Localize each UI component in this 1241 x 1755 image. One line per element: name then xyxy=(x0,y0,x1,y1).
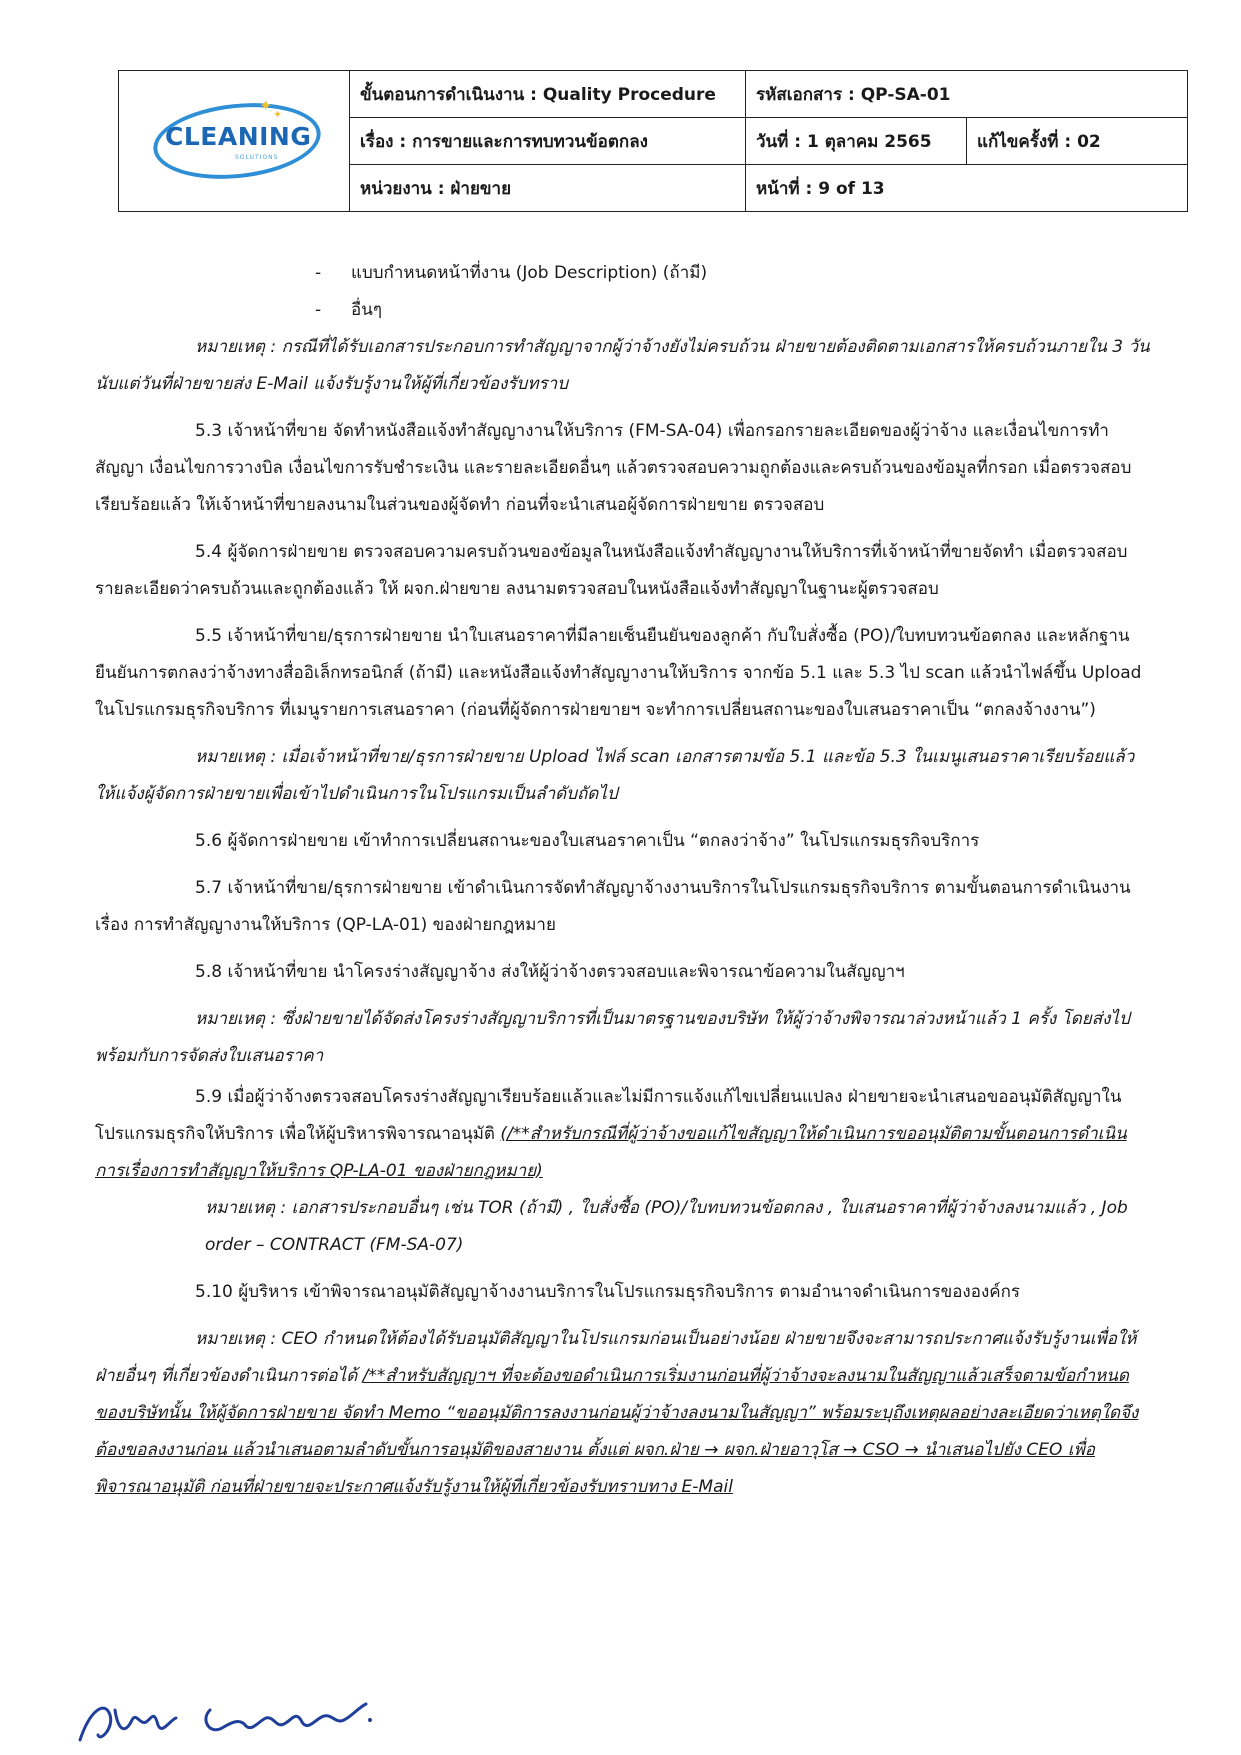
page-number: หน้าที่ : 9 of 13 xyxy=(746,165,1188,212)
handwritten-signature xyxy=(70,1680,410,1750)
document-body xyxy=(95,255,1155,1506)
note-paragraph: หมายเหตุ : เอกสารประกอบอื่นๆ เช่น TOR (ถ้ามี) , ใบสั่งซื้อ (PO)/ใบทบทวนข้อตกลง , ใบเสนอราคาที่ผู้ว่าจ้างลงนามแล้ว , Job order – CONTRACT (FM-SA-07) xyxy=(205,1198,1128,1255)
section-5-6: 5.6 ผู้จัดการฝ่ายขาย เข้าทำการเปลี่ยนสถานะของใบเสนอราคาเป็น “ตกลงว่าจ้าง” ในโปรแกรมธุรกิจบริการ xyxy=(195,831,980,851)
document-date: วันที่ : 1 ตุลาคม 2565 xyxy=(746,118,967,165)
section-5-8: 5.8 เจ้าหน้าที่ขาย นำโครงร่างสัญญาจ้าง ส่งให้ผู้ว่าจ้างตรวจสอบและพิจารณาข้อความในสัญญาฯ xyxy=(195,962,905,982)
document-code: รหัสเอกสาร : QP-SA-01 xyxy=(746,71,1188,118)
note-paragraph: หมายเหตุ : กรณีที่ได้รับเอกสารประกอบการทำสัญญาจากผู้ว่าจ้างยังไม่ครบถ้วน ฝ่ายขายต้องติดตามเอกสารให้ครบถ้วนภายใน 3 วัน นับแต่วันที่ฝ่ายขายส่ง E-Mail แจ้งรับรู้งานให้ผู้ที่เกี่ยวข้องรับทราบ xyxy=(95,337,1150,394)
department: หน่วยงาน : ฝ่ายขาย xyxy=(350,165,746,212)
procedure-title: ขั้นตอนการดำเนินงาน : Quality Procedure xyxy=(350,71,746,118)
underlined-reference: /**สำหรับสัญญาฯ ที่จะต้องขอดำเนินการเริ่มงานก่อนที่ผู้ว่าจ้างจะลงนามในสัญญาแล้วเสร็จตามข้อกำหนดของบริษัทนั้น ให้ผู้จัดการฝ่ายขาย จัดทำ Memo “ขออนุมัติการลงงานก่อนผู้ว่าจ้างลงนามในสัญญา” พร้อมระบุถึงเหตุผลอย่างละเอียดว่าเหตุใดจึงต้องขอลงงานก่อน แล้วนำเสนอตามลำดับขั้นการอนุมัติของสายงาน ตั้งแต่ ผจก.ฝ่าย → ผจก.ฝ่ายอาวุโส → CSO → นำเสนอไปยัง CEO เพื่อพิจารณาอนุมัติ ก่อนที่ฝ่ายขายจะประกาศแจ้งรับรู้งานให้ผู้ที่เกี่ยวข้องรับทราบทาง E-Mail xyxy=(95,1366,1139,1497)
section-5-4: 5.4 ผู้จัดการฝ่ายขาย ตรวจสอบความครบถ้วนของข้อมูลในหนังสือแจ้งทำสัญญางานให้บริการที่เจ้าหน้าที่ขายจัดทำ เมื่อตรวจสอบรายละเอียดว่าครบถ้วนและถูกต้องแล้ว ให้ ผจก.ฝ่ายขาย ลงนามตรวจสอบในหนังสือแจ้งทำสัญญาในฐานะผู้ตรวจสอบ xyxy=(95,542,1128,599)
sparkle-icon: ✦ xyxy=(259,96,273,115)
note-paragraph: หมายเหตุ : CEO กำหนดให้ต้องได้รับอนุมัติสัญญาในโปรแกรมก่อนเป็นอย่างน้อย ฝ่ายขายจึงจะสามารถประกาศแจ้งรับรู้งานเพื่อให้ฝ่ายอื่นๆ ที่เกี่ยวข้องดำเนินการต่อได้ /**สำหรับสัญญาฯ ที่จะต้องขอดำเนินการเริ่มงานก่อนที่ผู้ว่าจ้างจะลงนามในสัญญาแล้วเสร็จตามข้อกำหนดของบริษัทนั้น ให้ผู้จัดการฝ่ายขาย จัดทำ Memo “ขออนุมัติการลงงานก่อนผู้ว่าจ้างลงนามในสัญญา” พร้อมระบุถึงเหตุผลอย่างละเอียดว่าเหตุใดจึงต้องขอลงงานก่อน แล้วนำเสนอตามลำดับขั้นการอนุมัติของสายงาน ตั้งแต่ ผจก.ฝ่าย → ผจก.ฝ่ายอาวุโส → CSO → นำเสนอไปยัง CEO เพื่อพิจารณาอนุมัติ ก่อนที่ฝ่ายขายจะประกาศแจ้งรับรู้งานให้ผู้ที่เกี่ยวข้องรับทราบทาง E-Mail xyxy=(95,1329,1139,1497)
sparkle-icon: ✦ xyxy=(273,108,283,121)
section-5-5: 5.5 เจ้าหน้าที่ขาย/ธุรการฝ่ายขาย นำใบเสนอราคาที่มีลายเซ็นยืนยันของลูกค้า กับใบสั่งซื้อ (PO)/ใบทบทวนข้อตกลง และหลักฐานยืนยันการตกลงว่าจ้างทางสื่ออิเล็กทรอนิกส์ (ถ้ามี) และหนังสือแจ้งทำสัญญางานให้บริการ จากข้อ 5.1 และ 5.3 ไป scan แล้วนำไฟล์ขึ้น Upload ในโปรแกรมธุรกิจบริการ ที่เมนูรายการเสนอราคา (ก่อนที่ผู้จัดการฝ่ายขายฯ จะทำการเปลี่ยนสถานะของใบเสนอราคาเป็น “ตกลงจ้างงาน”) xyxy=(95,626,1142,720)
document-header xyxy=(118,70,1188,212)
section-5-9: 5.9 เมื่อผู้ว่าจ้างตรวจสอบโครงร่างสัญญาเรียบร้อยแล้วและไม่มีการแจ้งแก้ไขเปลี่ยนแปลง ฝ่ายขายจะนำเสนอขออนุมัติสัญญาในโปรแกรมธุรกิจให้บริการ เพื่อให้ผู้บริหารพิจารณาอนุมัติ (/**สำหรับกรณีที่ผู้ว่าจ้างขอแก้ไขสัญญาให้ดำเนินการขออนุมัติตามขั้นตอนการดำเนินการเรื่องการทำสัญญาให้บริการ QP-LA-01 ของฝ่ายกฎหมาย) xyxy=(95,1087,1127,1181)
section-5-3: 5.3 เจ้าหน้าที่ขาย จัดทำหนังสือแจ้งทำสัญญางานให้บริการ (FM-SA-04) เพื่อกรอกรายละเอียดของผู้ว่าจ้าง และเงื่อนไขการทำสัญญา เงื่อนไขการวางบิล เงื่อนไขการรับชำระเงิน และรายละเอียดอื่นๆ แล้วตรวจสอบความถูกต้องและครบถ้วนของข้อมูลที่กรอก เมื่อตรวจสอบเรียบร้อยแล้ว ให้เจ้าหน้าที่ขายลงนามในส่วนของผู้จัดทำ ก่อนที่จะนำเสนอผู้จัดการฝ่ายขาย ตรวจสอบ xyxy=(95,421,1132,515)
revision-number: แก้ไขครั้งที่ : 02 xyxy=(967,118,1188,165)
logo-wordmark: CLEANING xyxy=(165,122,312,151)
underlined-reference: (/**สำหรับกรณีที่ผู้ว่าจ้างขอแก้ไขสัญญาให้ดำเนินการขออนุมัติตามขั้นตอนการดำเนินการเรื่องการทำสัญญาให้บริการ QP-LA-01 ของฝ่ายกฎหมาย) xyxy=(95,1124,1127,1181)
note-paragraph: หมายเหตุ : เมื่อเจ้าหน้าที่ขาย/ธุรการฝ่ายขาย Upload ไฟล์ scan เอกสารตามข้อ 5.1 และข้อ 5.3 ในเมนูเสนอราคาเรียบร้อยแล้ว ให้แจ้งผู้จัดการฝ่ายขายเพื่อเข้าไปดำเนินการในโปรแกรมเป็นลำดับถัดไป xyxy=(95,747,1135,804)
section-5-7: 5.7 เจ้าหน้าที่ขาย/ธุรการฝ่ายขาย เข้าดำเนินการจัดทำสัญญาจ้างงานบริการในโปรแกรมธุรกิจบริการ ตามขั้นตอนการดำเนินงาน เรื่อง การทำสัญญางานให้บริการ (QP-LA-01) ของฝ่ายกฎหมาย xyxy=(95,878,1131,935)
logo-cell xyxy=(119,71,350,212)
section-5-10: 5.10 ผู้บริหาร เข้าพิจารณาอนุมัติสัญญาจ้างงานบริการในโปรแกรมธุรกิจบริการ ตามอำนาจดำเนินการขององค์กร xyxy=(195,1282,1021,1302)
logo-subtext: SOLUTIONS xyxy=(235,154,279,161)
list-item: - อื่นๆ xyxy=(315,300,382,320)
subject-title: เรื่อง : การขายและการทบทวนข้อตกลง xyxy=(350,118,746,165)
company-logo xyxy=(139,96,329,186)
note-paragraph: หมายเหตุ : ซึ่งฝ่ายขายได้จัดส่งโครงร่างสัญญาบริการที่เป็นมาตรฐานของบริษัท ให้ผู้ว่าจ้างพิจารณาล่วงหน้าแล้ว 1 ครั้ง โดยส่งไปพร้อมกับการจัดส่งใบเสนอราคา xyxy=(95,1009,1130,1066)
list-item: - แบบกำหนดหน้าที่งาน (Job Description) (ถ้ามี) xyxy=(315,263,708,283)
